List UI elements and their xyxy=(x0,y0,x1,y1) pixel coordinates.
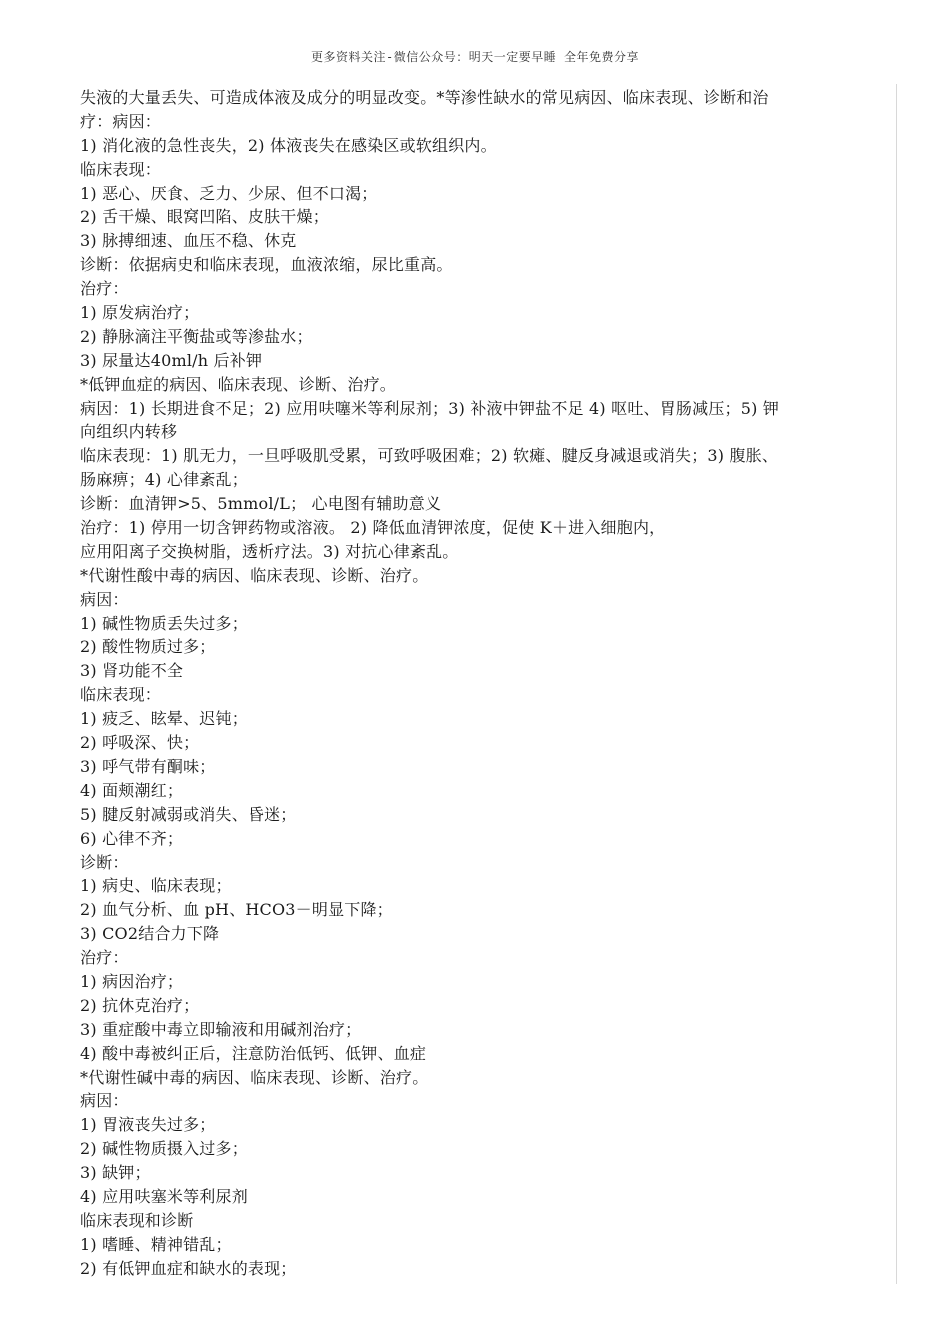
text-line: 1) 病史、临床表现； xyxy=(80,876,232,896)
text-line: 4) 面颊潮红； xyxy=(80,780,184,800)
text-line: *代谢性酸中毒的病因、临床表现、诊断、治疗。 xyxy=(80,565,429,585)
text-line: 3) 重症酸中毒立即输液和用碱剂治疗； xyxy=(80,1019,362,1039)
page-header-watermark: 更多资料关注-微信公众号：明天一定要早睡 全年免费分享 xyxy=(311,50,639,64)
text-line: 诊断：依据病史和临床表现，血液浓缩，尿比重高。 xyxy=(80,255,453,275)
text-line: 2) 呼吸深、快； xyxy=(80,733,200,753)
text-line: 失液的大量丢失、可造成体液及成分的明显改变。*等渗性缺水的常见病因、临床表现、诊断和治 xyxy=(80,88,769,107)
text-line: *代谢性碱中毒的病因、临床表现、诊断、治疗。 xyxy=(80,1067,429,1087)
text-line: 1) 病因治疗； xyxy=(80,971,184,991)
text-line: 1) 消化液的急性丧失，2) 体液丧失在感染区或软组织内。 xyxy=(80,135,497,155)
text-line: 3) 呼气带有酮味； xyxy=(80,756,216,776)
text-line: 肠麻痹；4) 心律紊乱； xyxy=(80,470,248,490)
text-line: 3) 脉搏细速、血压不稳、休克 xyxy=(80,231,297,251)
text-line: 1) 碱性物质丢失过多； xyxy=(80,613,248,633)
text-line: 2) 静脉滴注平衡盐或等渗盐水； xyxy=(80,326,313,346)
text-line: 病因：1) 长期进食不足；2) 应用呋噻米等利尿剂；3) 补液中钾盐不足 4) 呕吐、胃肠减压；5) 钾 xyxy=(80,398,780,418)
text-line: 4) 应用呋塞米等利尿剂 xyxy=(80,1186,248,1206)
text-line: 3) CO2结合力下降 xyxy=(80,924,220,944)
text-line: *低钾血症的病因、临床表现、诊断、治疗。 xyxy=(80,374,397,394)
text-line: 5) 腱反射减弱或消失、昏迷； xyxy=(80,804,297,824)
text-line: 疗：病因： xyxy=(80,111,162,131)
text-line: 2) 舌干燥、眼窝凹陷、皮肤干燥； xyxy=(80,207,329,227)
text-line: 3) 缺钾； xyxy=(80,1163,151,1183)
text-line: 1) 原发病治疗； xyxy=(80,303,200,323)
text-line: 治疗：1) 停用一切含钾药物或溶液。 2) 降低血清钾浓度，促使 K＋进入细胞内， xyxy=(80,518,666,538)
text-line: 临床表现： xyxy=(80,685,162,705)
document-body xyxy=(80,86,894,1281)
text-line: 治疗： xyxy=(80,279,129,299)
text-line: 应用阳离子交换树脂，透析疗法。3) 对抗心律紊乱。 xyxy=(80,541,459,561)
text-line: 3) 尿量达40ml/h 后补钾 xyxy=(80,350,263,370)
text-line: 1) 胃液丧失过多； xyxy=(80,1115,216,1135)
text-line: 2) 酸性物质过多； xyxy=(80,637,216,657)
text-line: 1) 嗜睡、精神错乱； xyxy=(80,1234,232,1254)
text-line: 6) 心律不齐； xyxy=(80,828,184,848)
text-line: 1) 恶心、厌食、乏力、少尿、但不口渴； xyxy=(80,183,378,203)
text-line: 诊断： xyxy=(80,852,129,872)
text-line: 2) 碱性物质摄入过多； xyxy=(80,1139,248,1159)
text-line: 临床表现：1) 肌无力，一旦呼吸肌受累，可致呼吸困难；2) 软瘫、腱反身减退或消失；3) 腹胀、 xyxy=(80,446,779,466)
text-line: 3) 肾功能不全 xyxy=(80,661,184,681)
text-line: 1) 疲乏、眩晕、迟钝； xyxy=(80,709,248,729)
text-line: 2) 有低钾血症和缺水的表现； xyxy=(80,1258,297,1278)
text-line: 临床表现和诊断 xyxy=(80,1210,194,1230)
text-line: 病因： xyxy=(80,589,129,609)
text-line: 临床表现： xyxy=(80,159,162,179)
text-line: 4) 酸中毒被纠正后，注意防治低钙、低钾、血症 xyxy=(80,1043,427,1063)
text-line: 诊断：血清钾>5、5mmol/L； 心电图有辅助意义 xyxy=(80,494,442,514)
text-line: 向组织内转移 xyxy=(80,422,178,442)
text-line: 治疗： xyxy=(80,948,129,968)
text-line: 2) 血气分析、血 pH、HCO3－明显下降； xyxy=(80,900,393,920)
text-line: 2) 抗休克治疗； xyxy=(80,995,200,1015)
text-line: 病因： xyxy=(80,1091,129,1111)
